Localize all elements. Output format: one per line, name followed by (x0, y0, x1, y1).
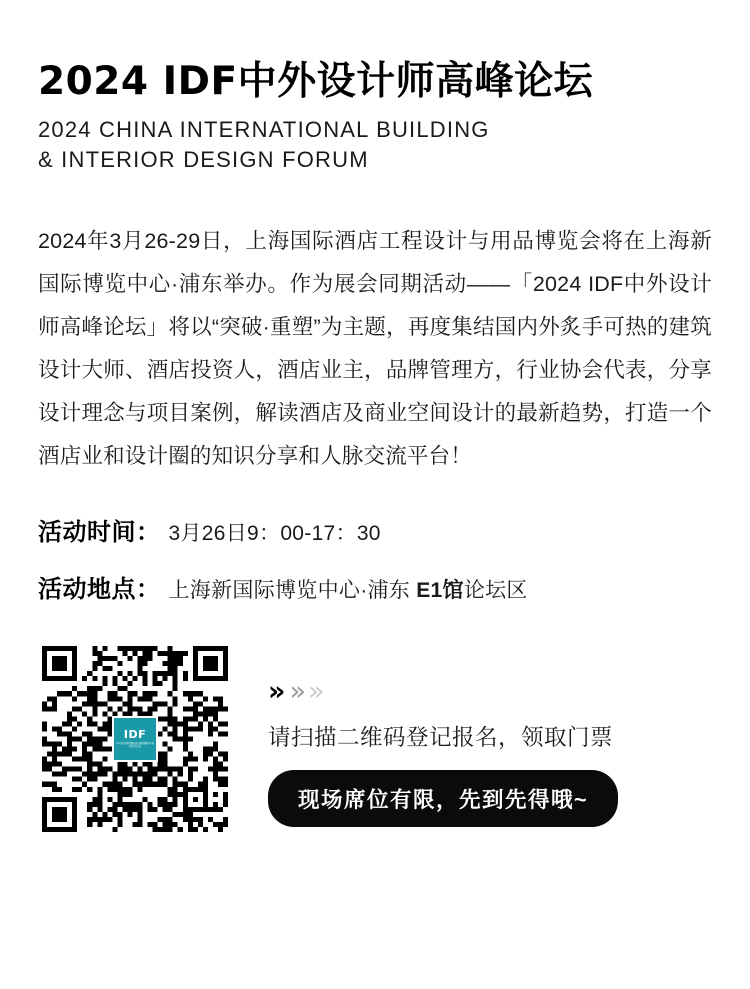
chevron-right-icon-faded-2: » (307, 675, 325, 707)
chevron-right-icon: » (268, 675, 286, 707)
event-time-row (38, 512, 712, 547)
event-place-row (38, 569, 712, 604)
registration-section (38, 646, 712, 832)
page-title: 2024 IDF中外设计师高峰论坛 (38, 59, 594, 104)
event-place-hall: E1馆 (416, 579, 464, 603)
page-subtitle-line1: 2024 CHINA INTERNATIONAL BUILDING (38, 116, 490, 142)
event-place-value-post: 论坛区 (463, 579, 528, 603)
page-subtitle (38, 115, 712, 174)
event-time-label: 活动时间： (38, 518, 161, 547)
chevron-right-icon-faded-1: » (289, 675, 306, 707)
cta-column (268, 646, 712, 827)
page-subtitle-line2: & INTERIOR DESIGN FORUM (38, 146, 369, 172)
event-info (38, 512, 712, 604)
body-paragraph: 2024年3月26-29日，上海国际酒店工程设计与用品博览会将在上海新国际博览中心·浦东举办。作为展会同期活动——「2024 IDF中外设计师高峰论坛」将以“突破·重塑”为主题，再度集结国内外炙手可热的建筑设计大师、酒店投资人，酒店业主，品牌管理方，行业协会代表，分享设计理念与项目案例，解读酒店及商业空间设计的最新趋势，打造一个酒店业和设计圈的知识分享和人脉交流平台！ (38, 229, 712, 469)
qr-center-logo (112, 716, 158, 762)
event-place-value (169, 574, 528, 604)
event-place-value-pre: 上海新国际博览中心·浦东 (168, 579, 417, 603)
registration-instruction: 请扫描二维码登记报名，领取门票 (268, 725, 614, 751)
event-place-label: 活动地点： (38, 575, 161, 604)
qr-code[interactable] (42, 646, 228, 832)
qr-logo-subtext: 中外设计师高峰论坛 国际建筑与室内设计论坛 (116, 742, 154, 749)
event-time-value: 3月26日9：00-17：30 (168, 522, 381, 546)
chevron-group (268, 676, 712, 706)
seats-limited-badge: 现场席位有限，先到先得哦~ (268, 770, 618, 827)
qr-logo-text: IDF (123, 728, 147, 742)
qr-center-logo-inner (114, 718, 156, 760)
